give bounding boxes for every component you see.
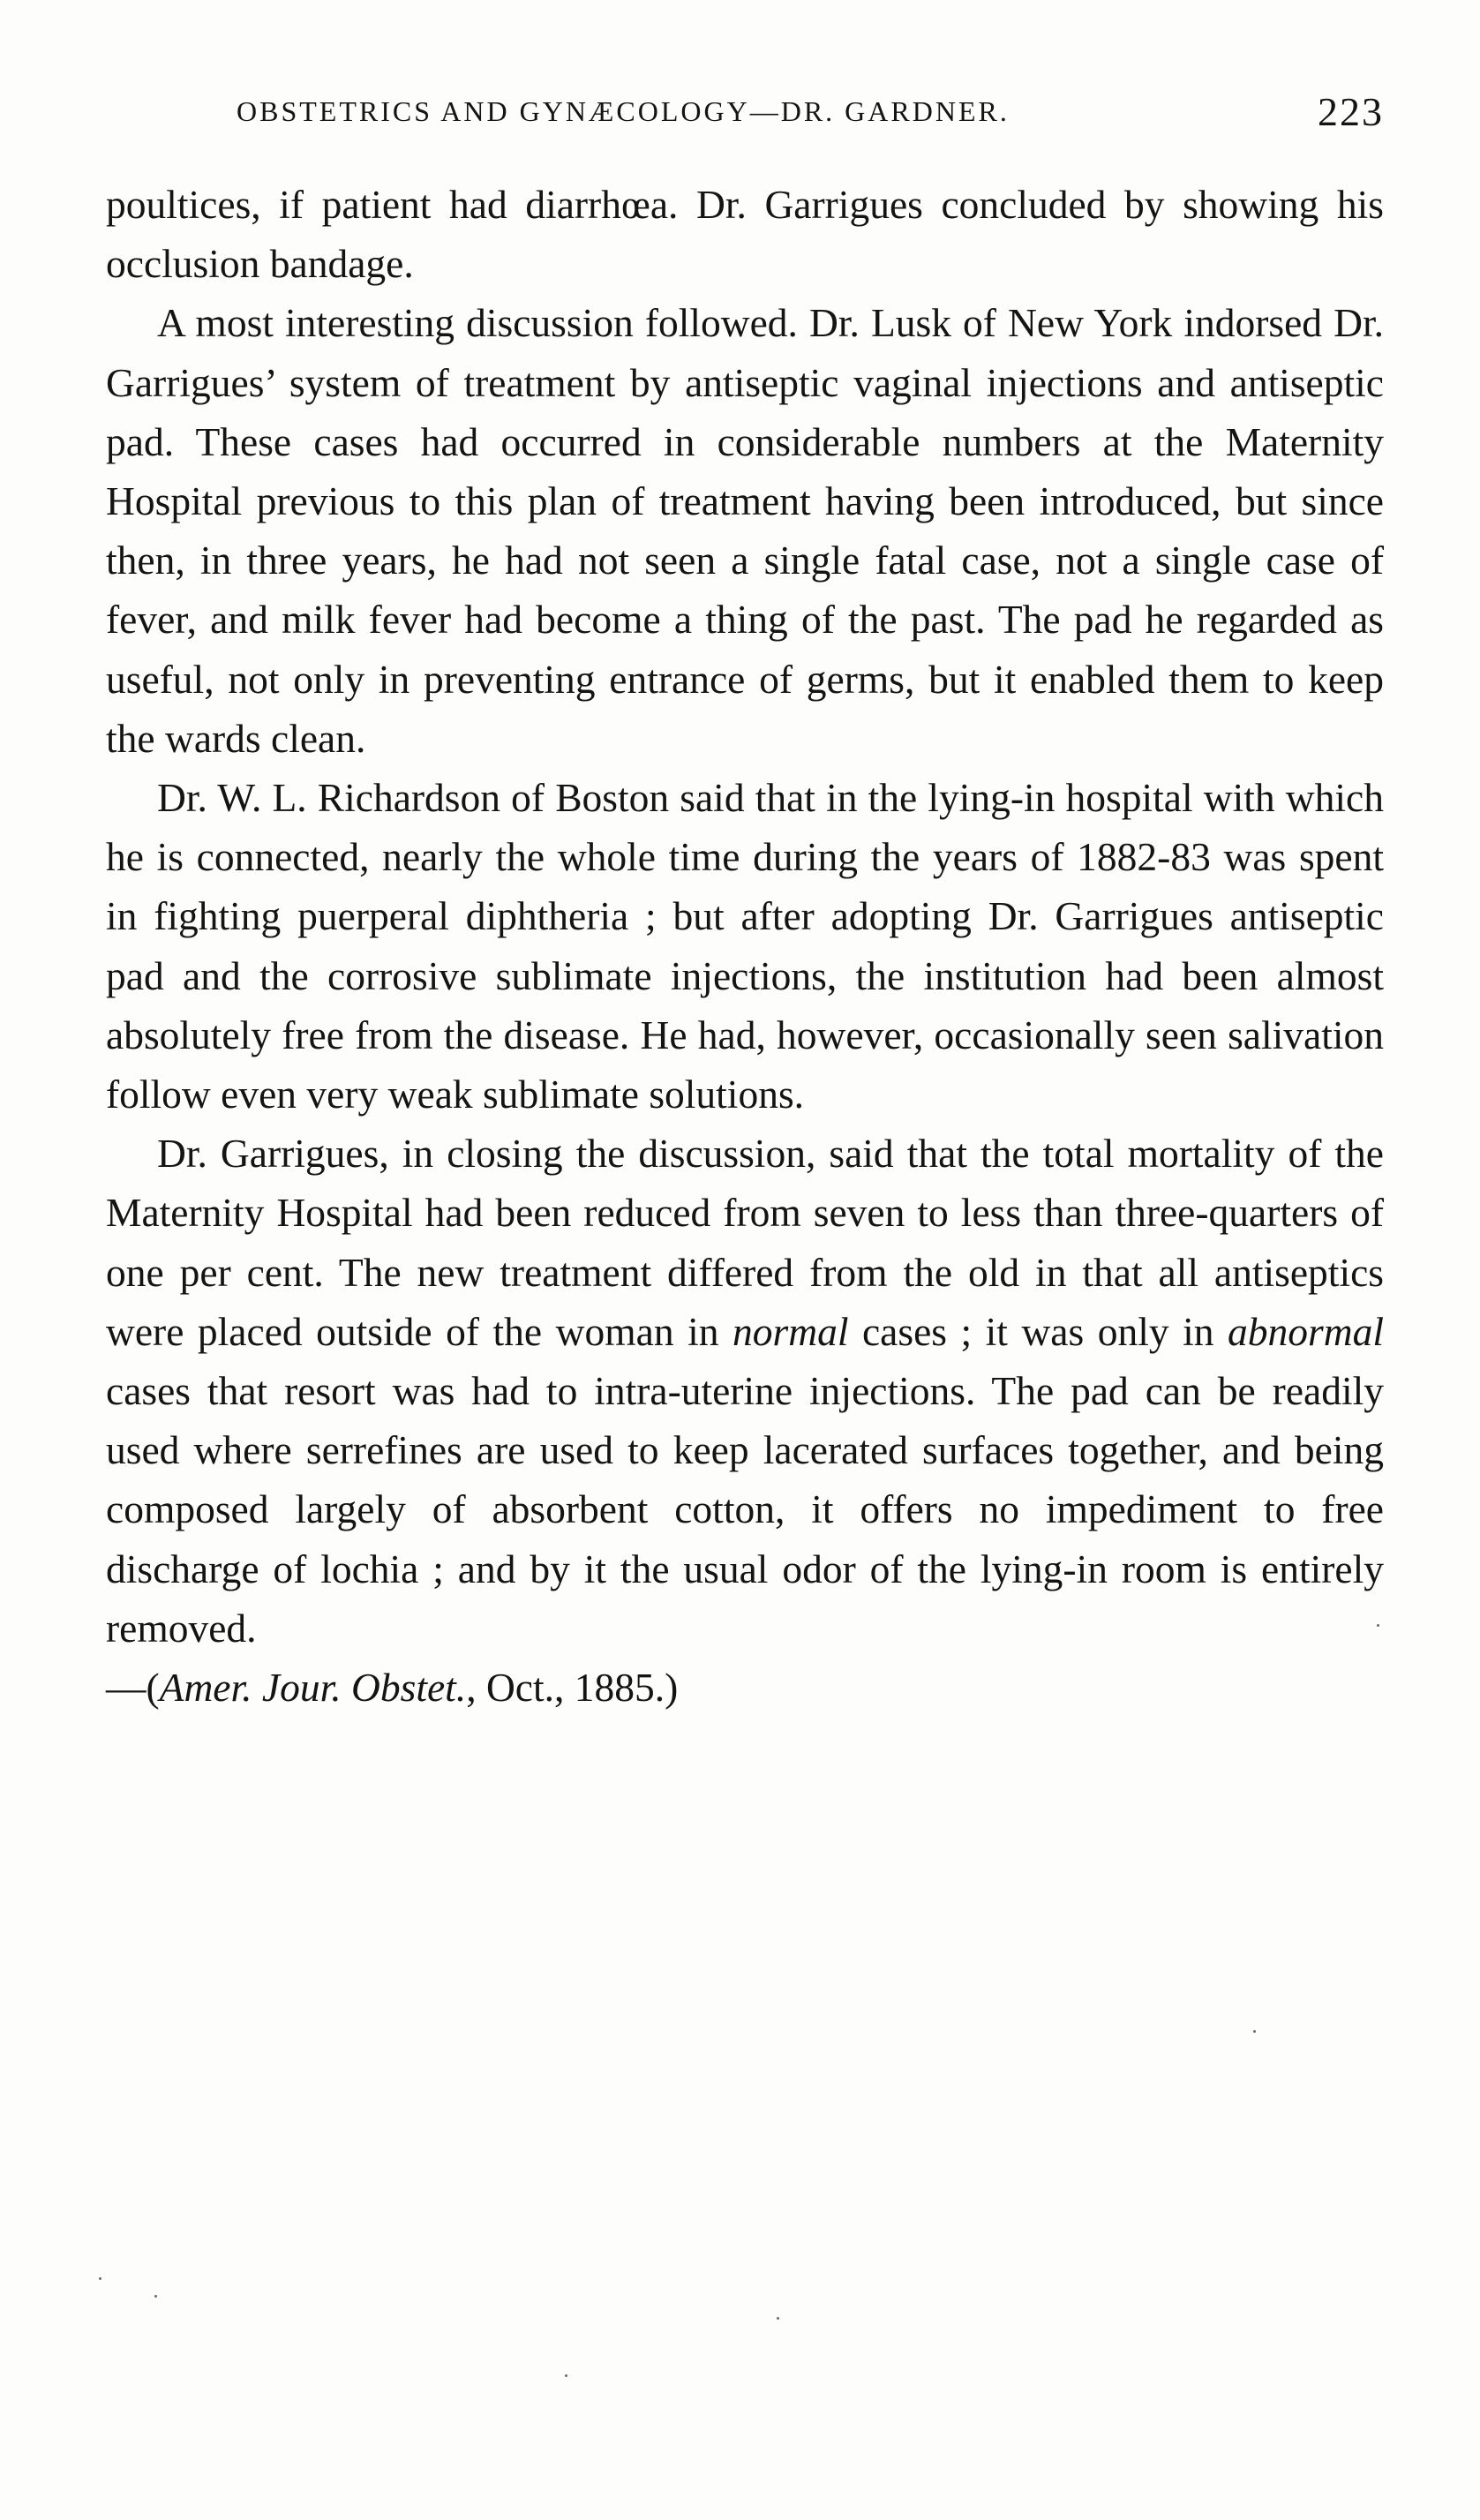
emphasis-normal: normal <box>732 1308 849 1354</box>
body-text <box>106 175 1384 1717</box>
paper-speck <box>1377 1624 1379 1627</box>
paper-speck <box>99 2277 101 2280</box>
paper-speck <box>1253 2030 1256 2033</box>
closing-text-part-1: Dr. Garrigues, in closing the discussion, said that the total mortality of the Maternity Hospital had been reduced from seven to less than three-quarters of one per cent. The new treatment differed from the old in that all antiseptics were placed outside of the woman in <box>106 1131 1384 1354</box>
citation-tail: , Oct., 1885.) <box>466 1665 679 1711</box>
paragraph-garrigues-closing <box>106 1124 1384 1658</box>
paper-speck <box>777 2317 779 2320</box>
running-head <box>104 88 1393 141</box>
paper-speck <box>154 2295 157 2298</box>
running-title: OBSTETRICS AND GYNÆCOLOGY—DR. GARDNER. <box>237 95 1010 127</box>
closing-text-part-2: cases ; it was only in <box>861 1308 1214 1354</box>
citation <box>106 1658 1384 1717</box>
citation-lead: —( <box>106 1665 160 1711</box>
citation-journal: Amer. Jour. Obstet. <box>159 1665 467 1711</box>
page-number: 223 <box>1318 89 1384 134</box>
paragraph-discussion: A most interesting discussion followed. Dr. Lusk of New York indorsed Dr. Garrigues’ system of treatment by antiseptic vaginal injections and antiseptic pad. These cases had occurred in considerable numbers at the Maternity Hospital previous to this plan of treatment having been introduced, but since then, in three years, he had not seen a single fatal case, not a single case of fever, and milk fever had become a thing of the past. The pad he regarded as useful, not only in preventing entrance of germs, but it enabled them to keep the wards clean. <box>106 300 1384 761</box>
closing-text-part-3: cases that resort was had to intra-uterine injections. The pad can be readily used where serrefines are used to keep lacerated surfaces together, and being composed largely of absorbent cotton, it offers no impediment to free discharge of lochia ; and by it the usual odor of the lying-in room is entirely removed. <box>106 1368 1384 1651</box>
paragraph-continued: poultices, if patient had diarrhœa. Dr. Garrigues concluded by showing his occlusion bandage. <box>106 182 1384 287</box>
paragraph-richardson: Dr. W. L. Richardson of Boston said that in the lying-in hospital with which he is connected, nearly the whole time during the years of 1882-83 was spent in fighting puerperal diphtheria ; but after adopting Dr. Garrigues antiseptic pad and the corrosive sublimate injections, the institution had been almost absolutely free from the disease. He had, however, occasionally seen salivation follow even very weak sublimate solutions. <box>106 775 1384 1117</box>
emphasis-abnormal: abnormal <box>1228 1308 1385 1354</box>
paper-speck <box>565 2374 567 2377</box>
